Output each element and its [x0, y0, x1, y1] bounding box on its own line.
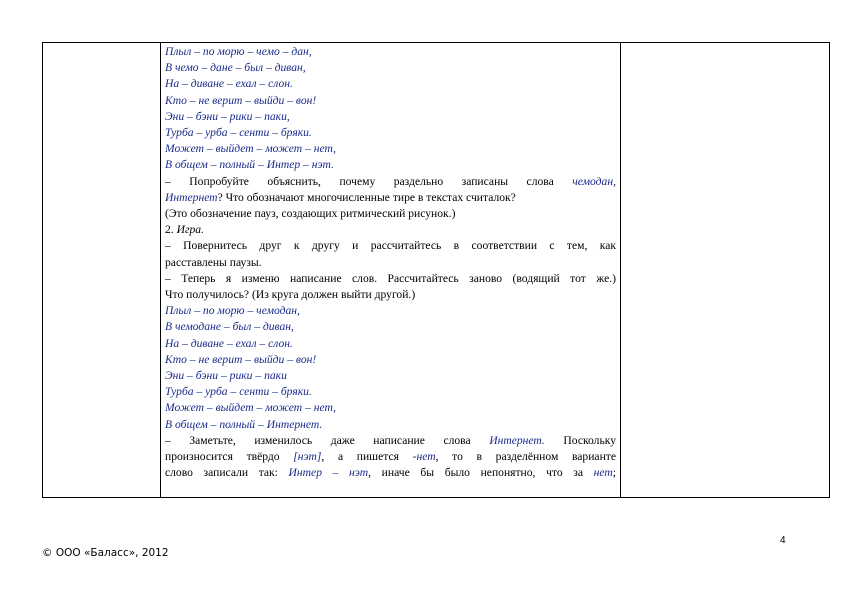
- poem-line: Эни – бэни – рики – паки,: [165, 109, 290, 123]
- task-line: – Повернитесь друг к другу и рассчитайтесь в соответствии с тем, как: [165, 239, 616, 253]
- note-line: – Заметьте, изменилось даже написание слова Интернет. Поскольку: [165, 433, 616, 447]
- poem-line: Турба – урба – сенти – бряки.: [165, 385, 312, 399]
- footer-copyright: © ООО «Баласс», 2012: [42, 547, 169, 559]
- poem-line: Плыл – по морю – чемодан,: [165, 304, 300, 318]
- poem-line: В общем – полный – Интер – нэт.: [165, 158, 334, 172]
- note-line: слово записали так: Интер – нэт, иначе бы было непонятно, что за нет;: [165, 466, 616, 480]
- poem-line: Турба – урба – сенти – бряки.: [165, 126, 312, 140]
- task-line: Что получилось? (Из круга должен выйти другой.): [165, 288, 416, 302]
- poem-line: В общем – полный – Интернет.: [165, 417, 323, 431]
- question-line: – Попробуйте объяснить, почему раздельно записаны слова чемодан,: [165, 174, 616, 188]
- note-line: произносится твёрдо [нэт], а пишется -нет, то в разделённом варианте: [165, 450, 616, 464]
- poem-line: Кто – не верит – выйди – вон!: [165, 352, 317, 366]
- poem-line: Плыл – по морю – чемо – дан,: [165, 45, 312, 58]
- lesson-content-cell: [160, 43, 620, 497]
- poem-line: Может – выйдет – может – нет,: [165, 401, 337, 415]
- poem-line: На – диване – ехал – слон.: [165, 336, 293, 350]
- lesson-table: [42, 42, 830, 498]
- poem-modified: [165, 303, 616, 433]
- poem-line: В чемо – дане – был – диван,: [165, 61, 306, 75]
- poem-line: Кто – не верит – выйди – вон!: [165, 93, 317, 107]
- poem-line: Может – выйдет – может – нет,: [165, 142, 337, 156]
- question-line: Интернет? Что обозначают многочисленные тире в текстах считалок?: [165, 190, 516, 204]
- page-number: 4: [780, 535, 786, 546]
- task-line: – Теперь я изменю написание слов. Рассчитайтесь заново (водящий тот же.): [165, 271, 616, 285]
- poem-line: Эни – бэни – рики – паки: [165, 369, 287, 383]
- section-heading: 2. Игра.: [165, 223, 204, 237]
- column-divider-right: [620, 43, 621, 497]
- answer-line: (Это обозначение пауз, создающих ритмический рисунок.): [165, 207, 456, 221]
- poem-line: На – диване – ехал – слон.: [165, 77, 293, 91]
- poem-line: В чемодане – был – диван,: [165, 320, 294, 334]
- poem-original: [165, 44, 616, 174]
- task-line: расставлены паузы.: [165, 255, 262, 269]
